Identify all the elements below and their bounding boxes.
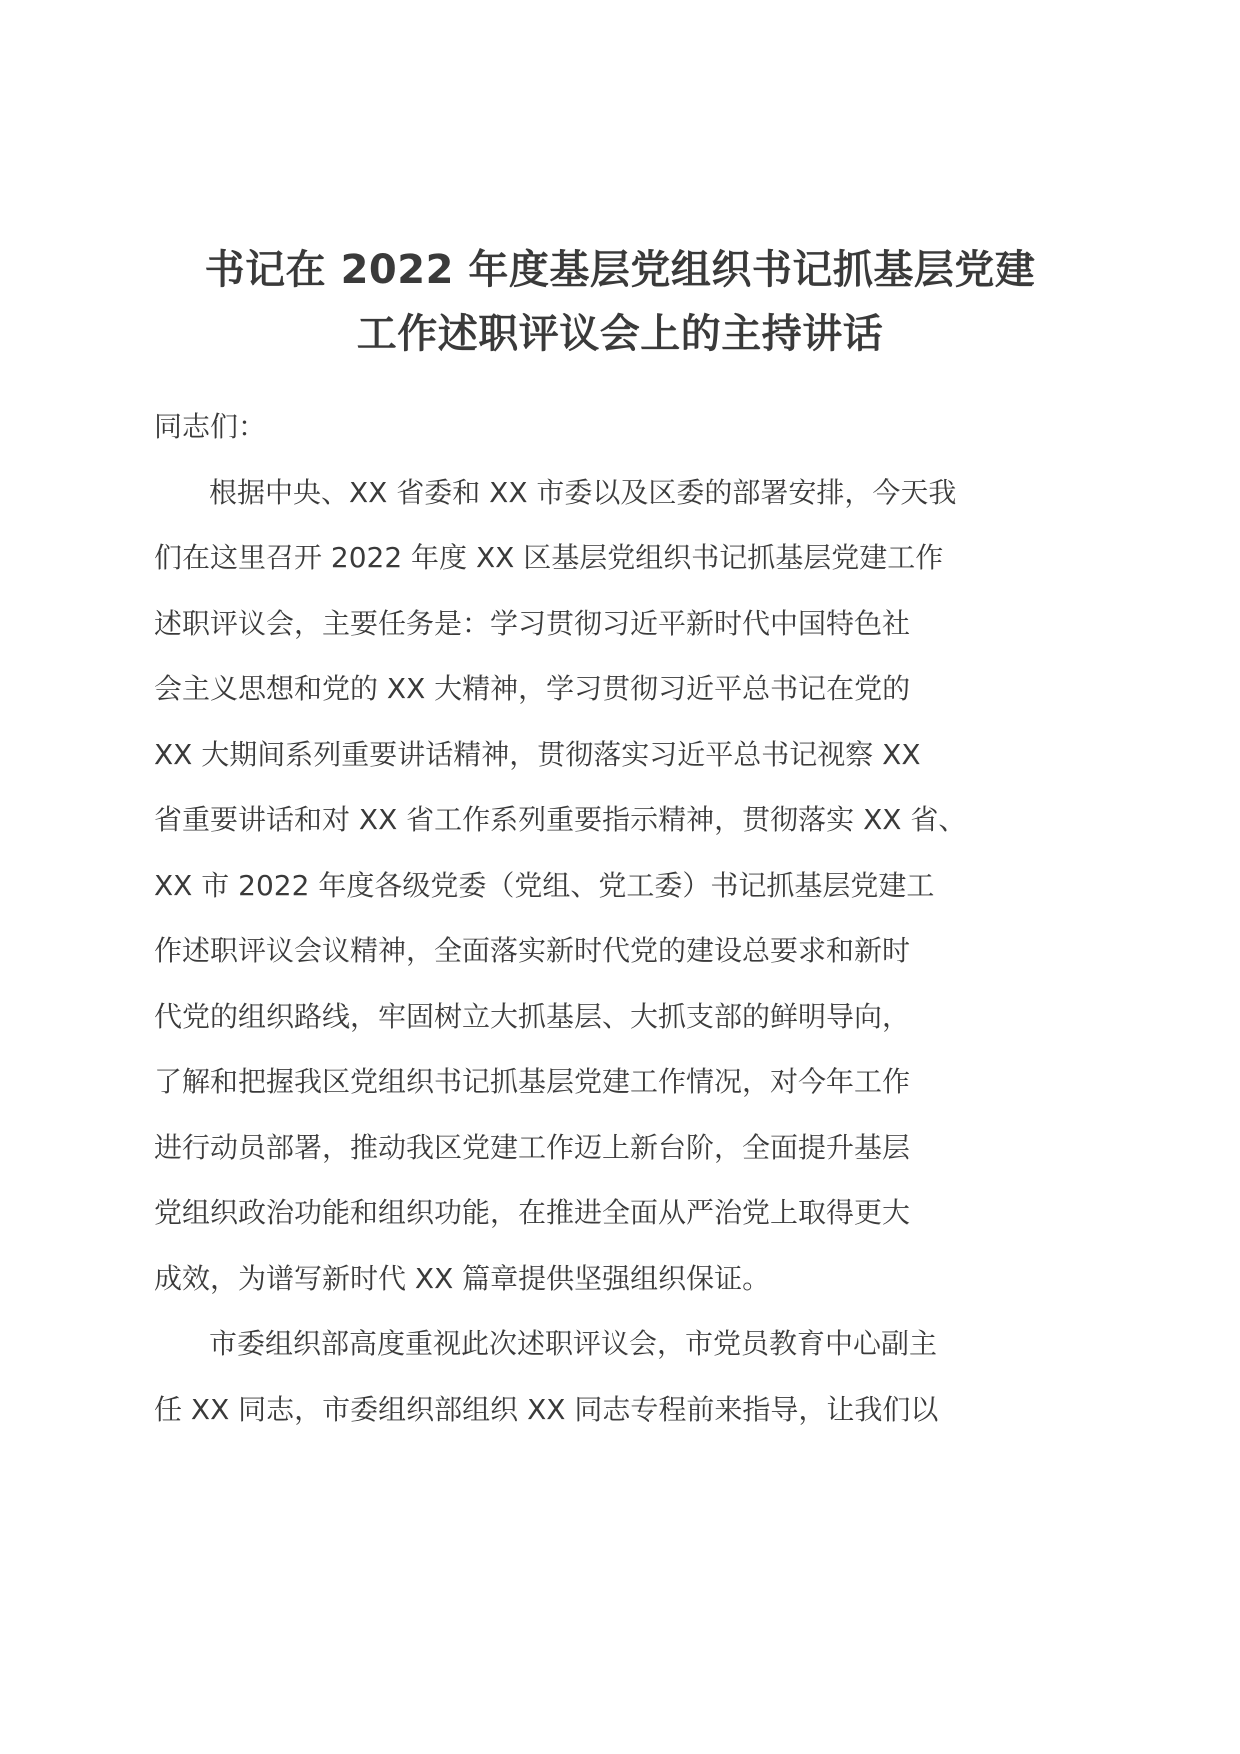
- document-body: [154, 394, 1094, 1442]
- paragraph-line: 市委组织部高度重视此次述职评议会，市党员教育中心副主: [209, 1327, 938, 1360]
- title-line: 书记在 2022 年度基层党组织书记抓基层党建: [204, 247, 1036, 293]
- paragraph-line: 会主义思想和党的 XX 大精神，学习贯彻习近平总书记在党的: [154, 672, 911, 705]
- paragraph-line: 代党的组织路线，牢固树立大抓基层、大抓支部的鲜明导向，: [154, 999, 911, 1033]
- paragraph-line: XX 市 2022 年度各级党委（党组、党工委）书记抓基层党建工: [154, 868, 935, 902]
- paragraph-line: 们在这里召开 2022 年度 XX 区基层党组织书记抓基层党建工作: [154, 541, 944, 574]
- paragraph-line: 作述职评议会议精神，全面落实新时代党的建设总要求和新时: [154, 934, 911, 967]
- salutation: 同志们：: [154, 410, 267, 443]
- paragraph-line: 根据中央、XX 省委和 XX 市委以及区委的部署安排，今天我: [209, 475, 957, 509]
- paragraph-2: [154, 1311, 1094, 1442]
- title-line: 工作述职评议会上的主持讲话: [356, 311, 884, 357]
- paragraph-line: 任 XX 同志，市委组织部组织 XX 同志专程前来指导，让我们以: [154, 1392, 939, 1426]
- paragraph-line: 省重要讲话和对 XX 省工作系列重要指示精神，贯彻落实 XX 省、: [154, 803, 967, 836]
- paragraph-line: 进行动员部署，推动我区党建工作迈上新台阶，全面提升基层: [154, 1130, 911, 1164]
- paragraph-1: [154, 460, 1094, 1312]
- paragraph-line: 了解和把握我区党组织书记抓基层党建工作情况，对今年工作: [154, 1065, 911, 1098]
- paragraph-line: 述职评议会，主要任务是：学习贯彻习近平新时代中国特色社: [154, 606, 911, 640]
- document-title: [140, 238, 1100, 366]
- paragraph-line: 党组织政治功能和组织功能，在推进全面从严治党上取得更大: [154, 1196, 911, 1229]
- paragraph-line: XX 大期间系列重要讲话精神，贯彻落实习近平总书记视察 XX: [154, 737, 921, 771]
- paragraph-line: 成效，为谱写新时代 XX 篇章提供坚强组织保证。: [154, 1261, 771, 1295]
